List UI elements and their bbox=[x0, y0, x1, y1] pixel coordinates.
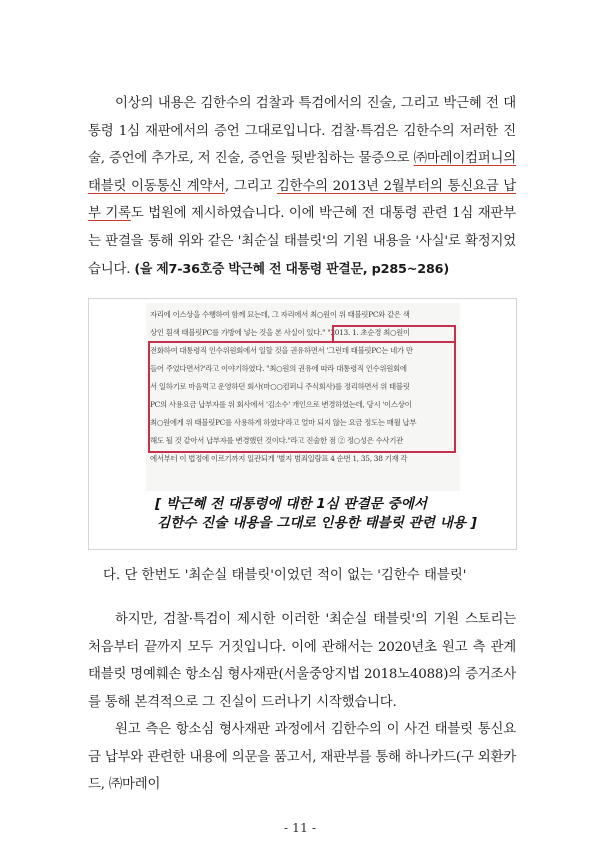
page-number: - 11 - bbox=[283, 820, 317, 835]
section-heading: 다. 단 한번도 '최순실 태블릿'이었던 적이 없는 '김한수 태블릿' bbox=[103, 568, 467, 583]
caption-line: 김한수 진술 내용을 그대로 인용한 태블릿 관련 내용 ] bbox=[157, 515, 477, 531]
scan-text-line: 들어 주었다면서?'라고 이야기하였다. "최○원의 권유에 따라 대통령직 인수위원회에 bbox=[150, 364, 407, 373]
scan-text-line: 에서부터 이 법정에 이르기까지 일관되게 '별지 범죄일람표 4 순번 1, 35, 38 기재 각 bbox=[150, 454, 408, 463]
paragraph-text: , 그리고 bbox=[224, 178, 277, 194]
scan-text-line: 자리에 이스상을 수행하여 함께 묘는데, 그 자리에서 최○원이 위 태블릿PC와 같은 색 bbox=[150, 310, 410, 319]
scan-text-line: PC의 사용요금 납부자를 위 회사에서 '김소수' 개인으로 변경하였는데, 당시 '이스상이 bbox=[150, 400, 412, 409]
caption-line: [ 박근혜 전 대통령에 대한 1심 판결문 중에서 bbox=[155, 496, 428, 512]
figure-caption bbox=[155, 495, 475, 533]
scan-text-line: 해도 될 것 같아서 납부자를 변경했던 것이다."라고 진술한 점 ② 정○성은 수사기관 bbox=[150, 436, 403, 445]
paragraph-plaintiff: 원고 측은 항소심 형사재판 과정에서 김한수의 이 사건 태블릿 통신요금 납부와 관련한 내용에 의문을 품고서, 재판부를 통해 하나카드(구 외환카드, ㈜마레이 bbox=[88, 722, 516, 793]
scan-text-line: 최○원에게 위 태블릿PC를 사용하게 하였다'라고 얼마 되지 않는 요금 정도는 매월 납부 bbox=[150, 418, 417, 427]
paragraph-lie: 하지만, 검찰·특검이 제시한 이러한 '최순실 태블릿'의 기원 스토리는 처음부터 끝까지 모두 거짓입니다. 이에 관해서는 2020년초 원고 측 관계 태블릿 명예훼손 항소심 형사재판(서울중앙지법 2018노4088)의 증거조사를 통해 본격적으로 그 진실이 드러나기 시작했습니다. bbox=[88, 612, 517, 710]
paragraph-text: 이상의 내용은 김한수의 검찰과 특검에서의 진술, 그리고 박근혜 전 대통령 1심 재판에서의 증언 그대로입니다. 검찰·특검은 김한수의 저러한 진술, 증언에 추가로, 저 진술, 증언을 뒷받침하는 물증으로 bbox=[88, 96, 516, 167]
scan-text-line: 전화하여 대통령직 인수위원회에서 일할 것을 권유하면서 '그런데 태블릿PC는 네가 만 bbox=[150, 346, 413, 355]
underlined-contract-text: ㈜마레이컴퍼니의 태블릿 이동통신 계약서 bbox=[88, 151, 516, 194]
judgment-excerpt-figure bbox=[88, 298, 517, 550]
underlined-payment-record-text: 김한수의 2013년 2월부터의 통신요금 납부 기록 bbox=[88, 178, 517, 222]
scan-text-line: 상인 흰색 태블릿PC를 가방에 넣는 것을 본 사실이 있다." "2013. 1. 초순경 최○원이 bbox=[150, 328, 410, 337]
paragraph-text: 도 법원에 제시하였습니다. 이에 박근혜 전 대통령 관련 1심 재판부는 판결을 통해 위와 같은 '최순실 태블릿'의 기원 내용을 '사실'로 확정지었습니다. bbox=[88, 206, 516, 277]
citation: (을 제7-36호증 박근혜 전 대통령 판결문, p285~286) bbox=[134, 261, 450, 277]
scanned-judgment-image bbox=[146, 303, 460, 491]
paragraph-origin-testimony bbox=[88, 90, 516, 283]
scan-text-line: 서 일하기로 마음먹고 운영하던 회사(마○○컴퍼니 주식회사)를 정리하면서 위 태블릿 bbox=[150, 382, 410, 391]
